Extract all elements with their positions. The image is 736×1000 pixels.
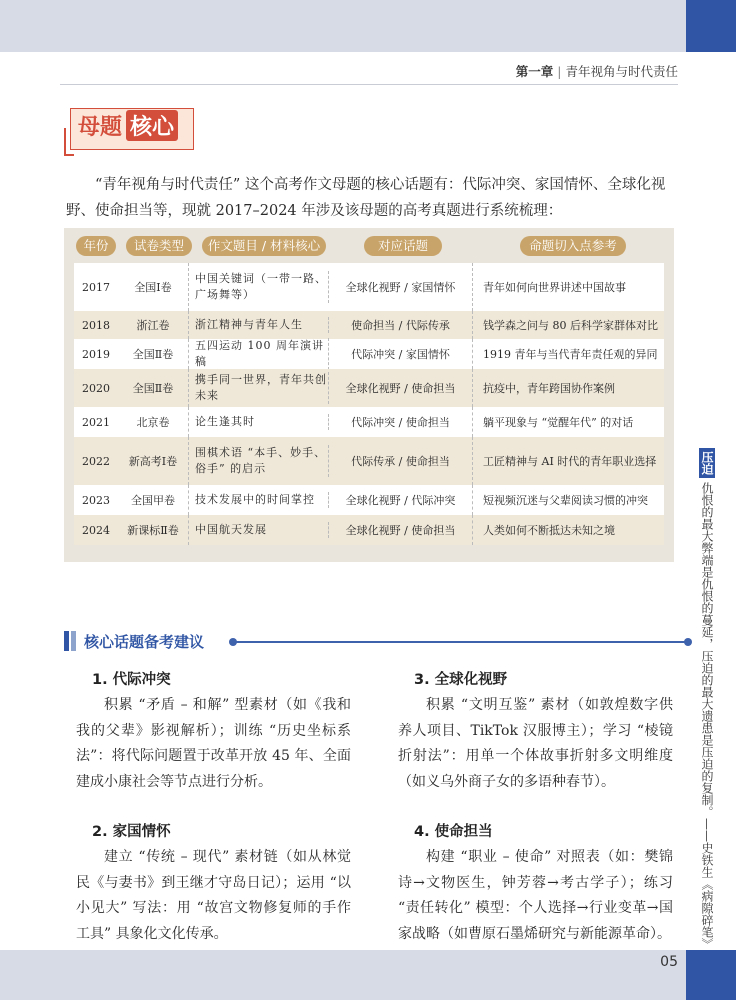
section-title-part2: 核心 (126, 110, 178, 141)
cell-angle: 躺平现象与 “觉醒年代” 的对话 (483, 416, 634, 429)
cell-year: 2019 (82, 347, 110, 361)
topic-mission (398, 820, 673, 947)
cell-topic: 携手同一世界，青年共创未来 (189, 372, 329, 404)
topic-heading: 3. 全球化视野 (414, 672, 508, 688)
cell-related: 全球化视野 / 使命担当 (329, 515, 473, 545)
cell-year: 2017 (82, 280, 110, 294)
chapter-rule (60, 84, 678, 85)
cell-related: 代际传承 / 使命担当 (329, 437, 473, 485)
topic-body: 建立 “传统 – 现代” 素材链（如从林觉民《与妻书》到王继才守岛日记）；运用 “以小见大” 写法：用 “故宫文物修复师的手作工具” 具象化文化传承。 (76, 849, 351, 942)
cell-angle: 工匠精神与 AI 时代的青年职业选择 (483, 455, 657, 468)
cell-related: 全球化视野 / 家国情怀 (329, 263, 473, 311)
topic-body: 积累 “文明互鉴” 素材（如敦煌数字供养人项目、TikTok 汉服博主）；学习 “棱镜折射法”：用单一个体故事折射多文明维度（如义乌外商子女的多语种春节）。 (398, 697, 673, 790)
table-row (74, 485, 664, 515)
cell-angle: 青年如何向世界讲述中国故事 (483, 281, 626, 294)
cell-topic: 技术发展中的时间掌控 (189, 492, 329, 508)
topic-global-vision (398, 668, 673, 795)
cell-paper: 北京卷 (118, 407, 189, 437)
header-related: 对应话题 (364, 236, 442, 256)
cell-angle: 钱学森之问与 80 后科学家群体对比 (483, 319, 658, 332)
cell-topic: 中国航天发展 (189, 522, 329, 538)
cell-year: 2024 (82, 523, 110, 537)
cell-topic: 围棋术语 “本手、妙手、俗手” 的启示 (189, 445, 329, 477)
topic-body: 构建 “职业 – 使命” 对照表（如：樊锦诗→文物医生，钟芳蓉→考古学子）；练习 “责任转化” 模型：个人选择→行业变革→国家战略（如曹原石墨烯研究与新能源革命）。 (398, 849, 673, 942)
cell-paper: 全国甲卷 (118, 485, 189, 515)
cell-angle: 抗疫中，青年跨国协作案例 (483, 382, 615, 395)
cell-year: 2022 (82, 454, 110, 468)
header-topic: 作文题目 / 材料核心 (202, 236, 326, 256)
bottom-band (0, 950, 736, 1000)
core-rule (236, 641, 690, 643)
topic-patriotism (76, 820, 351, 947)
header-year: 年份 (76, 236, 116, 256)
cell-topic: 中国关键词（一带一路、广场舞等） (189, 271, 329, 303)
cell-paper: 全国Ⅰ卷 (118, 263, 189, 311)
heading-bar-light (71, 631, 76, 651)
exam-table (64, 228, 674, 562)
topic-body: 积累 “矛盾 – 和解” 型素材（如《我和我的父辈》影视解析）；训练 “历史坐标系法”：将代际问题置于改革开放 45 年、全面建成小康社会等节点进行分析。 (76, 697, 351, 790)
cell-related: 使命担当 / 代际传承 (329, 311, 473, 339)
cell-topic: 五四运动 100 周年演讲稿 (189, 338, 329, 370)
core-section-heading (64, 630, 204, 652)
table-row (74, 437, 664, 485)
side-quote-text: 仇恨的最大弊端是仇恨的蔓延，压迫的最大遗患是压迫的复制。——史铁生《病隙碎笔》 (700, 482, 714, 950)
cell-angle: 人类如何不断抵达未知之境 (483, 524, 615, 537)
topic-heading: 1. 代际冲突 (92, 672, 171, 688)
section-title-part1: 母题 (78, 114, 123, 140)
header-paper: 试卷类型 (126, 236, 192, 256)
cell-paper: 全国Ⅱ卷 (118, 369, 189, 407)
cell-year: 2021 (82, 415, 110, 429)
core-section-title: 核心话题备考建议 (84, 632, 205, 651)
bottom-accent-block (686, 950, 736, 1000)
section-title (64, 104, 234, 156)
side-quote (690, 448, 714, 950)
cell-year: 2018 (82, 318, 110, 332)
cell-year: 2023 (82, 493, 110, 507)
cell-topic: 浙江精神与青年人生 (189, 317, 329, 333)
cell-related: 全球化视野 / 代际冲突 (329, 485, 473, 515)
top-band (0, 0, 736, 52)
side-quote-label: 压迫 (699, 448, 715, 478)
cell-paper: 新课标Ⅱ卷 (118, 515, 189, 545)
section-title-text (74, 110, 178, 140)
cell-year: 2020 (82, 381, 110, 395)
chapter-title: 青年视角与时代责任 (565, 64, 678, 79)
table-row (74, 339, 664, 369)
topic-generational-conflict (76, 668, 351, 795)
topic-heading: 4. 使命担当 (414, 824, 493, 840)
header-angle: 命题切入点参考 (520, 236, 626, 256)
cell-angle: 短视频沉迷与父辈阅读习惯的冲突 (483, 494, 648, 507)
table-row (74, 263, 664, 311)
topic-heading: 2. 家国情怀 (92, 824, 171, 840)
table-row (74, 369, 664, 407)
table-row (74, 311, 664, 339)
table-row (74, 515, 664, 545)
table-header (74, 234, 664, 260)
cell-related: 代际冲突 / 家国情怀 (329, 339, 473, 369)
intro-paragraph: “青年视角与时代责任” 这个高考作文母题的核心话题有：代际冲突、家国情怀、全球化视野、使命担当等，现就 2017–2024 年涉及该母题的高考真题进行系统梳理： (66, 177, 666, 219)
chapter-header (516, 62, 678, 80)
table-row (74, 407, 664, 437)
chapter-number: 第一章 (515, 64, 554, 79)
chapter-separator: | (557, 64, 562, 79)
page-number: 05 (660, 954, 678, 970)
cell-related: 全球化视野 / 使命担当 (329, 369, 473, 407)
cell-angle: 1919 青年与当代青年责任观的异同 (483, 348, 658, 361)
cell-related: 代际冲突 / 使命担当 (329, 407, 473, 437)
cell-paper: 全国Ⅱ卷 (118, 339, 189, 369)
top-accent-block (686, 0, 736, 52)
cell-paper: 浙江卷 (118, 311, 189, 339)
cell-topic: 论生逢其时 (189, 414, 329, 430)
cell-paper: 新高考Ⅰ卷 (118, 437, 189, 485)
heading-bar (64, 631, 69, 651)
